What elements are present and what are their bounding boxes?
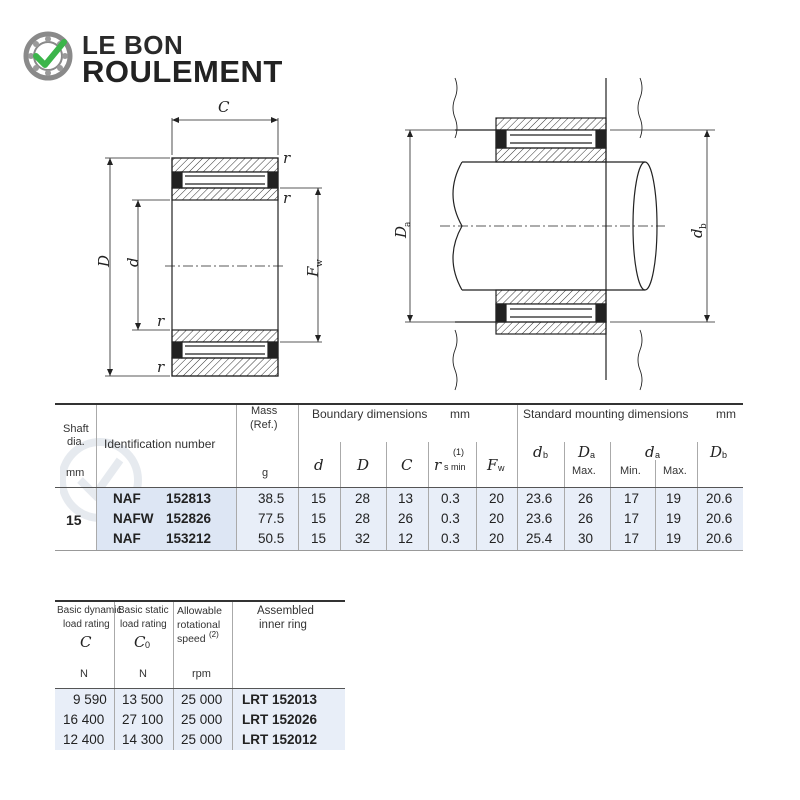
mass-header: Mass — [251, 405, 278, 417]
speed-unit: rpm — [192, 668, 211, 680]
row3-number: 153212 — [166, 531, 212, 546]
row3-C: 12 — [398, 531, 414, 546]
table1-divider — [96, 405, 97, 550]
label-Fw: F — [304, 266, 322, 277]
label-r-4: r — [157, 358, 165, 376]
label-d: d — [124, 257, 142, 267]
col-Da-sub: a — [590, 450, 596, 460]
mounting-unit: mm — [716, 407, 736, 421]
row1-Fw: 20 — [489, 491, 505, 506]
col-rs-sub: s min — [444, 462, 466, 472]
t2-row3-stat: 14 300 — [122, 732, 164, 747]
label-db-sub: b — [699, 223, 709, 229]
shaft-value: 15 — [66, 512, 82, 528]
row2-Da: 26 — [578, 511, 594, 526]
t2-row3-speed: 25 000 — [181, 732, 223, 747]
col-Da-max: Max. — [572, 465, 596, 477]
row3-da-max: 19 — [666, 531, 682, 546]
table2-divider — [232, 602, 233, 750]
row1-mass: 38.5 — [258, 491, 285, 506]
row3-db: 25.4 — [526, 531, 553, 546]
row1-da-min: 17 — [624, 491, 640, 506]
right-mounting-view — [405, 78, 715, 390]
row2-Db: 20.6 — [706, 511, 733, 526]
shaft-header: Shaft — [63, 423, 89, 435]
table1-divider — [610, 442, 611, 550]
stat-symbol: C — [134, 633, 146, 651]
row3-rs: 0.3 — [441, 531, 460, 546]
stat-header-1: Basic static — [118, 605, 169, 616]
col-Db: D — [710, 443, 723, 461]
mass-ref: (Ref.) — [250, 419, 278, 431]
label-r-3: r — [157, 312, 165, 330]
table1-divider — [697, 442, 698, 550]
ring-header-1: Assembled — [257, 605, 314, 617]
table1-bottom-rule — [55, 550, 743, 551]
row2-rs: 0.3 — [441, 511, 460, 526]
logo-line-1: LE BON — [82, 30, 184, 60]
row3-Fw: 20 — [489, 531, 505, 546]
col-Da: D — [578, 443, 591, 461]
t2-row1-dyn: 9 590 — [73, 692, 107, 707]
row1-da-max: 19 — [666, 491, 682, 506]
col-da: d — [645, 443, 655, 461]
table1-divider — [386, 442, 387, 550]
col-d: d — [314, 456, 324, 474]
row1-number: 152813 — [166, 491, 212, 506]
row1-C: 13 — [398, 491, 414, 506]
col-da-min: Min. — [620, 465, 641, 477]
row2-mass: 77.5 — [258, 511, 285, 526]
table1-divider — [298, 405, 299, 550]
label-r-1: r — [283, 149, 291, 167]
row3-Db: 20.6 — [706, 531, 733, 546]
boundary-unit: mm — [450, 407, 470, 421]
dyn-unit: N — [80, 668, 88, 680]
stat-symbol-sub: 0 — [145, 640, 151, 650]
col-rs: r — [434, 456, 442, 474]
table1-divider — [564, 442, 565, 550]
row1-D: 28 — [355, 491, 371, 506]
row2-C: 26 — [398, 511, 414, 526]
label-D: D — [95, 254, 113, 267]
mounting-header: Standard mounting dimensions — [523, 407, 689, 421]
t2-row3-ring: LRT 152012 — [242, 732, 318, 747]
row2-number: 152826 — [166, 511, 212, 526]
col-C: C — [401, 456, 413, 474]
row1-Db: 20.6 — [706, 491, 733, 506]
col-da-sub: a — [655, 450, 661, 460]
row3-mass: 50.5 — [258, 531, 285, 546]
boundary-header: Boundary dimensions — [312, 407, 428, 421]
row1-Da: 26 — [578, 491, 594, 506]
row3-prefix: NAF — [113, 531, 141, 546]
row2-d: 15 — [311, 511, 327, 526]
shaft-unit: mm — [66, 467, 85, 479]
t2-row1-stat: 13 500 — [122, 692, 164, 707]
speed-header-1: Allowable — [177, 605, 222, 617]
col-da-max: Max. — [663, 465, 687, 477]
table1-divider — [476, 442, 477, 550]
label-Fw-sub: w — [315, 259, 325, 267]
t2-row2-speed: 25 000 — [181, 712, 223, 727]
table1-divider — [236, 405, 237, 550]
table2-top-rule — [55, 600, 345, 602]
col-db-sub: b — [543, 450, 549, 460]
col-db: d — [533, 443, 543, 461]
col-Fw-sub: w — [498, 463, 505, 473]
dyn-header-2: load rating — [63, 619, 110, 630]
speed-header-2: rotational — [177, 619, 221, 631]
table1-divider — [340, 442, 341, 550]
t2-row1-ring: LRT 152013 — [242, 692, 318, 707]
label-db: d — [688, 228, 706, 238]
row1-rs: 0.3 — [441, 491, 460, 506]
row1-db: 23.6 — [526, 491, 553, 506]
dyn-header-1: Basic dynamic — [57, 605, 122, 616]
row2-da-max: 19 — [666, 511, 682, 526]
table1-top-rule — [55, 403, 743, 405]
t2-row2-dyn: 16 400 — [63, 712, 105, 727]
t2-row1-speed: 25 000 — [181, 692, 223, 707]
mass-unit: g — [262, 467, 269, 479]
row2-D: 28 — [355, 511, 371, 526]
table2-divider — [173, 602, 174, 750]
label-C: C — [218, 98, 230, 116]
table1-divider — [655, 460, 656, 550]
table2-header-rule — [55, 688, 345, 689]
row3-Da: 30 — [578, 531, 594, 546]
row3-d: 15 — [311, 531, 327, 546]
t2-row2-ring: LRT 152026 — [242, 712, 318, 727]
stat-unit: N — [139, 668, 147, 680]
col-Db-sub: b — [722, 450, 728, 460]
row2-db: 23.6 — [526, 511, 553, 526]
row2-prefix: NAFW — [113, 511, 154, 526]
label-r-2: r — [283, 189, 291, 207]
table1-divider — [428, 442, 429, 550]
ring-header-2: inner ring — [259, 619, 307, 631]
speed-note: (2) — [209, 630, 219, 639]
stat-header-2: load rating — [120, 619, 167, 630]
table1-header-rule — [55, 487, 743, 488]
table1-divider — [517, 405, 518, 550]
ident-header: Identification number — [104, 437, 216, 451]
t2-row3-dyn: 12 400 — [63, 732, 105, 747]
row3-da-min: 17 — [624, 531, 640, 546]
speed-header-3: speed — [177, 633, 206, 645]
col-rs-note: (1) — [453, 447, 464, 457]
col-Fw: F — [487, 456, 498, 474]
row2-Fw: 20 — [489, 511, 505, 526]
shaft-dia: dia. — [67, 436, 85, 448]
table2-divider — [114, 602, 115, 750]
row3-D: 32 — [355, 531, 371, 546]
row1-prefix: NAF — [113, 491, 141, 506]
label-Da: D — [392, 225, 410, 238]
logo-line-2: ROULEMENT — [82, 54, 283, 89]
col-D: D — [357, 456, 370, 474]
t2-row2-stat: 27 100 — [122, 712, 164, 727]
label-Da-sub: a — [403, 221, 413, 227]
dyn-symbol: C — [80, 633, 92, 651]
row2-da-min: 17 — [624, 511, 640, 526]
row1-d: 15 — [311, 491, 327, 506]
